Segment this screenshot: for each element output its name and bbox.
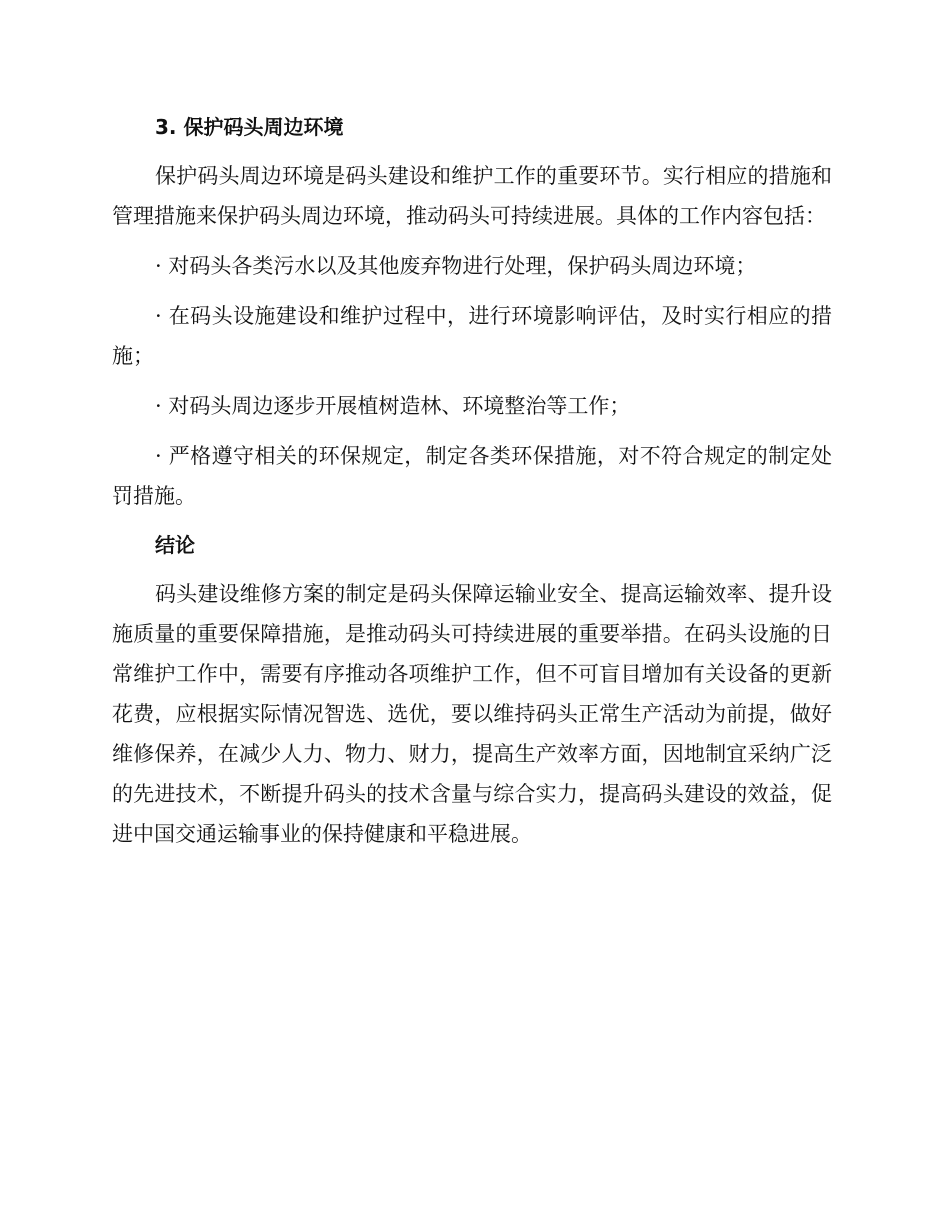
bullet-item: · 对码头周边逐步开展植树造林、环境整治等工作； bbox=[155, 394, 631, 418]
conclusion-heading: 结论 bbox=[155, 533, 195, 557]
bullet-item: · 在码头设施建设和维护过程中，进行环境影响评估，及时实行相应的措施； bbox=[112, 304, 832, 368]
section-intro: 保护码头周边环境是码头建设和维护工作的重要环节。实行相应的措施和管理措施来保护码头周边环境，推动码头可持续进展。具体的工作内容包括： bbox=[112, 164, 832, 228]
bullet-item: · 严格遵守相关的环保规定，制定各类环保措施，对不符合规定的制定处罚措施。 bbox=[112, 444, 832, 508]
section-heading: 3. 保护码头周边环境 bbox=[155, 115, 344, 139]
document-page bbox=[112, 112, 832, 854]
conclusion-body: 码头建设维修方案的制定是码头保障运输业安全、提高运输效率、提升设施质量的重要保障措施，是推动码头可持续进展的重要举措。在码头设施的日常维护工作中，需要有序推动各项维护工作，但不可盲目增加有关设备的更新花费，应根据实际情况智选、选优，要以维持码头正常生产活动为前提，做好维修保养，在减少人力、物力、财力，提高生产效率方面，因地制宜采纳广泛的先进技术，不断提升码头的技术含量与综合实力，提高码头建设的效益，促进中国交通运输事业的保持健康和平稳进展。 bbox=[112, 582, 832, 846]
bullet-item: · 对码头各类污水以及其他废弃物进行处理，保护码头周边环境； bbox=[155, 254, 757, 278]
